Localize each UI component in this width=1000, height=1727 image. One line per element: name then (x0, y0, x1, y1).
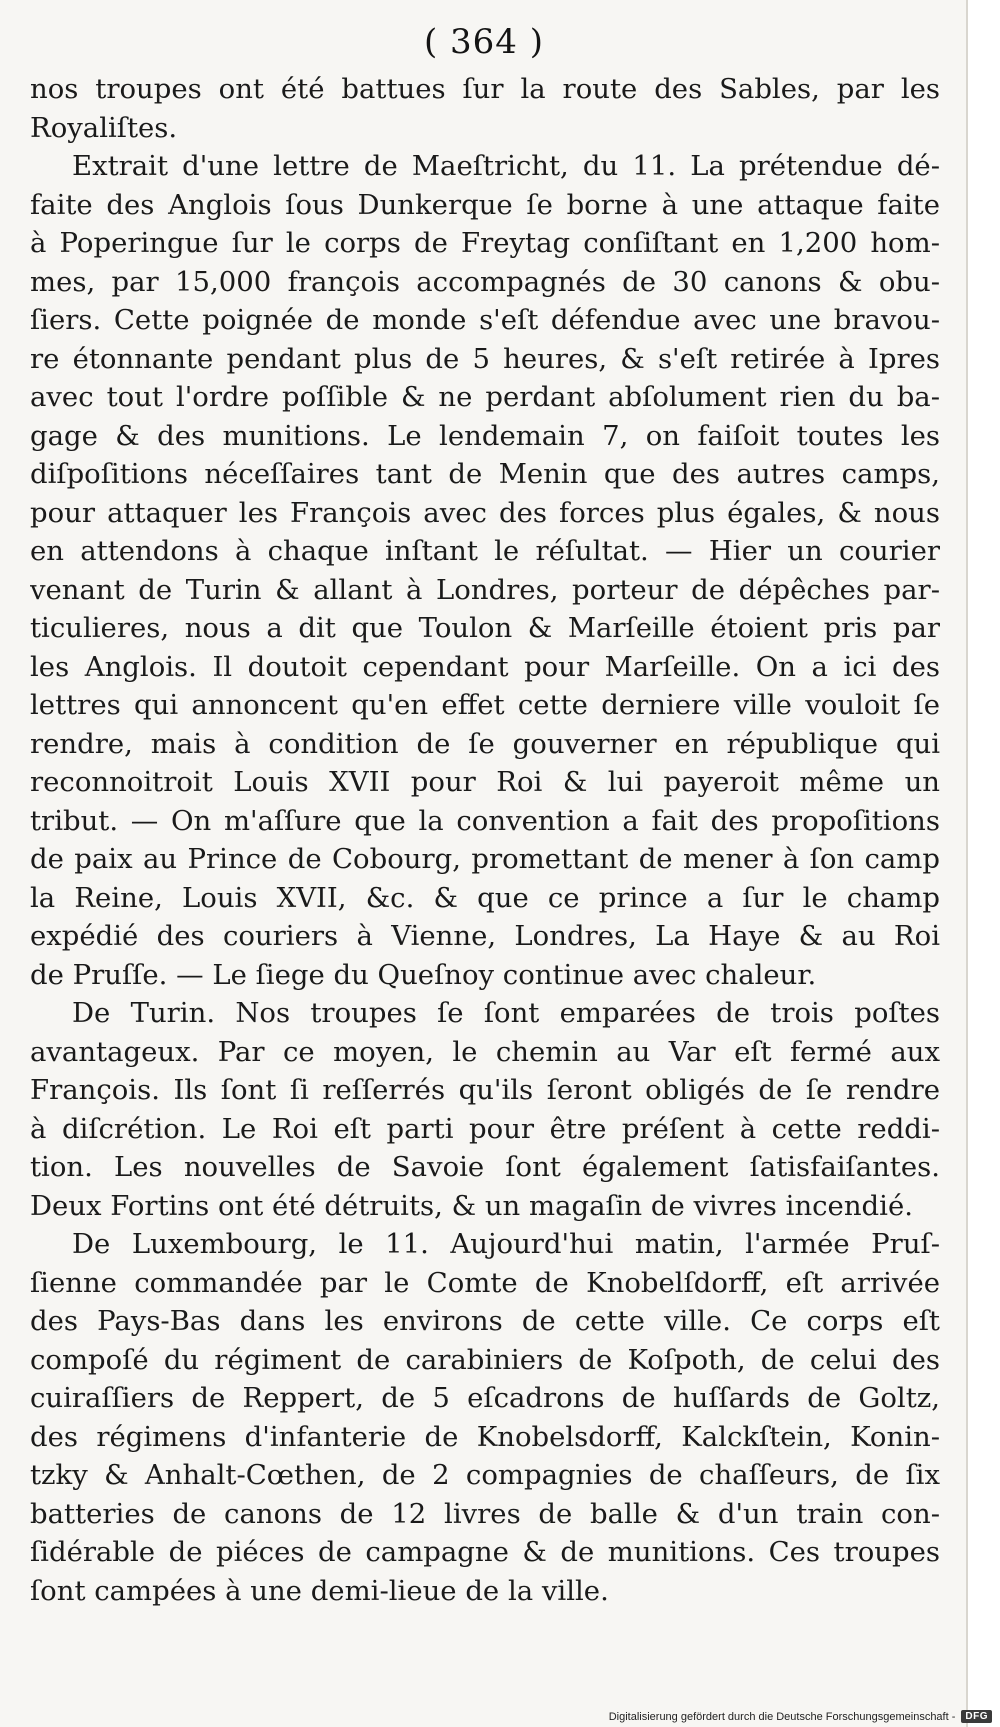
text-line: tzky & Anhalt-Cœthen, de 2 compagnies de chaſſeurs, de ſix (30, 1459, 940, 1491)
text-line: venant de Turin & allant à Londres, porteur de dépêches par- (30, 573, 940, 606)
dfg-logo-icon: DFG (961, 1710, 992, 1723)
text-line: Royaliſtes. (30, 111, 178, 144)
text-line: à diſcrétion. Le Roi eſt parti pour être préſent à cette reddi- (30, 1112, 940, 1145)
text-line: expédié des couriers à Vienne, Londres, La Haye & au Roi (30, 920, 940, 952)
text-line: pour attaquer les François avec des forces plus égales, & nous (30, 496, 940, 529)
text-line: avec tout l'ordre poſſible & ne perdant abſolument rien du ba- (30, 381, 940, 413)
digitization-footer (609, 1710, 992, 1723)
article-text (30, 70, 940, 1610)
text-line: rendre, mais à condition de ſe gouverner en république qui (30, 727, 940, 760)
text-line: des régimens d'infanterie de Knobelsdorff, Kalckſtein, Konin- (30, 1420, 940, 1453)
text-line: des Pays-Bas dans les environs de cette ville. Ce corps eſt (30, 1305, 940, 1337)
text-line: faite des Anglois ſous Dunkerque ſe borne à une attaque faite (30, 188, 940, 221)
text-line: ſiers. Cette poignée de monde s'eſt défendue avec une bravou- (30, 304, 940, 336)
text-line: de paix au Prince de Cobourg, promettant de mener à ſon camp (30, 843, 940, 875)
text-line: compoſé du régiment de carabiniers de Koſpoth, de celui des (30, 1343, 940, 1376)
text-line: tribut. — On m'aſſure que la convention a fait des propoſitions (30, 804, 940, 837)
text-line: ſont campées à une demi-lieue de la ville. (30, 1574, 609, 1607)
text-line: Deux Fortins ont été détruits, & un magaſin de vivres incendié. (30, 1189, 913, 1222)
text-line: la Reine, Louis XVII, &c. & que ce prince a ſur le champ (30, 881, 940, 914)
text-line: diſpoſitions néceſſaires tant de Menin que des autres camps, (30, 458, 940, 490)
paragraph-start-luxembourg: De Luxembourg, le 11. Aujourd'hui matin, l'armée Pruſ- (72, 1228, 940, 1260)
text-line: avantageux. Par ce moyen, le chemin au Var eſt fermé aux (30, 1035, 940, 1068)
paragraph-start-maestricht: Extrait d'une lettre de Maeſtricht, du 11. La prétendue dé- (72, 150, 940, 182)
paragraph-start-turin: De Turin. Nos troupes ſe ſont emparées de trois poſtes (72, 997, 940, 1029)
text-line: mes, par 15,000 françois accompagnés de 30 canons & obu- (30, 265, 940, 298)
text-line: ſidérable de piéces de campagne & de munitions. Ces troupes (30, 1536, 940, 1568)
text-line: à Poperingue ſur le corps de Freytag conſiſtant en 1,200 hom- (30, 227, 940, 259)
text-line: les Anglois. Il doutoit cependant pour Marſeille. On a ici des (30, 650, 940, 683)
text-line: tion. Les nouvelles de Savoie ſont également ſatisfaiſantes. (30, 1151, 940, 1183)
text-line: re étonnante pendant plus de 5 heures, & s'eſt retirée à Ipres (30, 342, 940, 375)
text-line: nos troupes ont été battues ſur la route des Sables, par les (30, 73, 940, 105)
text-line: batteries de canons de 12 livres de balle & d'un train con- (30, 1497, 940, 1530)
page-number: ( 364 ) (423, 22, 545, 62)
text-line: ſienne commandée par le Comte de Knobelſdorff, eſt arrivée (30, 1266, 940, 1299)
text-line: reconnoitroit Louis XVII pour Roi & lui payeroit même un (30, 766, 940, 798)
text-line: gage & des munitions. Le lendemain 7, on faiſoit toutes les (30, 419, 940, 452)
text-line: en attendons à chaque inſtant le réſultat. — Hier un courier (30, 535, 940, 567)
text-line: ticulieres, nous a dit que Toulon & Marſeille étoient pris par (30, 612, 940, 644)
text-line: cuiraſſiers de Reppert, de 5 eſcadrons de huſſards de Goltz, (30, 1382, 940, 1414)
footer-credit-text: Digitalisierung gefördert durch die Deutsche Forschungsgemeinschaft - (608, 1710, 956, 1723)
text-line: de Pruſſe. — Le ſiege du Queſnoy continue avec chaleur. (30, 958, 817, 991)
text-line: lettres qui annoncent qu'en effet cette derniere ville vouloit ſe (30, 689, 940, 721)
text-line: François. Ils ſont ſi reſſerrés qu'ils ſeront obligés de ſe rendre (30, 1074, 940, 1106)
